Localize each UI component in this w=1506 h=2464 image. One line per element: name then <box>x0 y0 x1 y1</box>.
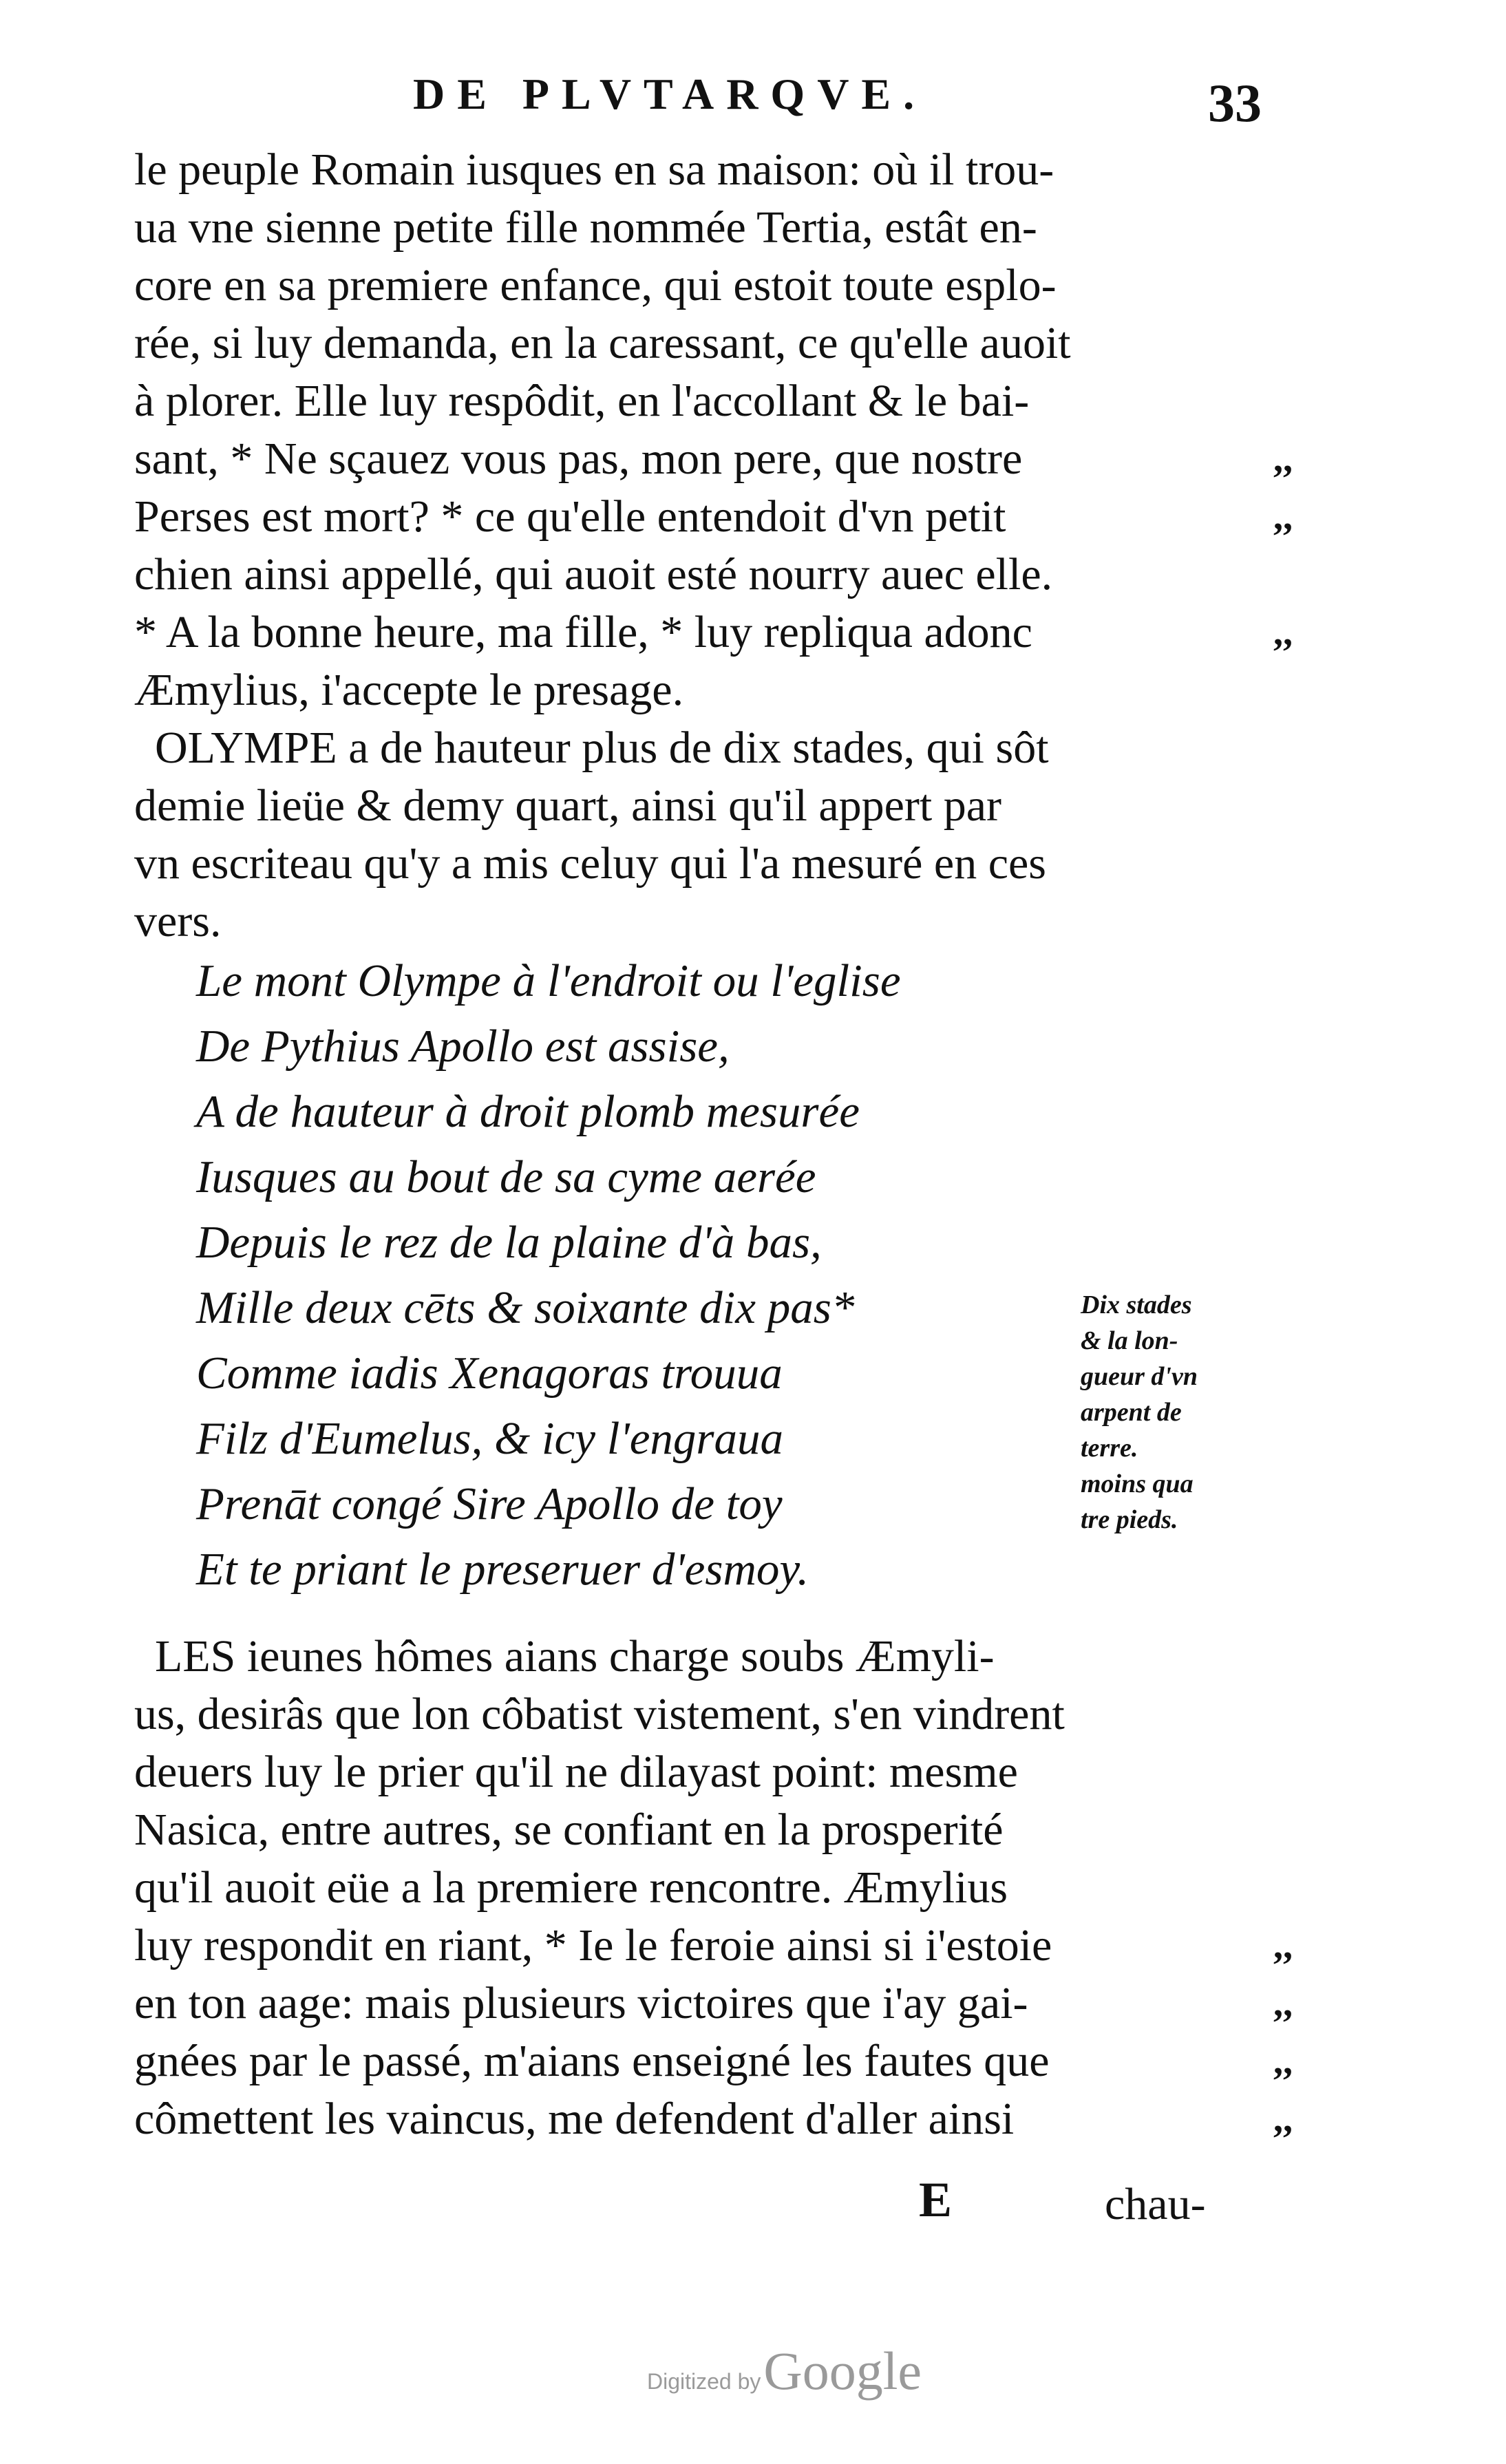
verse-line: Filz d'Eumelus, & icy l'engraua <box>196 1413 784 1464</box>
quote-mark: ,, <box>1273 611 1293 654</box>
verse-line: Depuis le rez de la plaine d'à bas, <box>196 1217 822 1268</box>
text-line: Æmylius, i'accepte le presage. <box>134 665 684 715</box>
quote-mark: ,, <box>1273 496 1293 538</box>
text-line: core en sa premiere enfance, qui estoit toute esplo- <box>134 260 1057 310</box>
catchword: chau- <box>1105 2179 1206 2229</box>
verse-line: De Pythius Apollo est assise, <box>196 1021 730 1072</box>
marginal-note-line: Dix stades <box>1081 1291 1192 1319</box>
text-line: luy respondit en riant, * Ie le feroie ainsi si i'estoie <box>134 1920 1052 1971</box>
text-line: LES ieunes hômes aians charge soubs Æmyli- <box>155 1631 995 1681</box>
text-line: rée, si luy demanda, en la caressant, ce qu'elle auoit <box>134 318 1071 368</box>
page-number: 33 <box>1208 73 1262 133</box>
marginal-note-line: terre. <box>1081 1434 1138 1463</box>
verse-line: Le mont Olympe à l'endroit ou l'eglise <box>196 955 901 1006</box>
watermark-brand: Google <box>763 2341 922 2401</box>
marginal-note-line: & la lon- <box>1081 1326 1178 1355</box>
verse-line: Et te priant le preseruer d'esmoy. <box>196 1544 809 1595</box>
text-line: chien ainsi appellé, qui auoit esté nourry auec elle. <box>134 549 1053 599</box>
marginal-note-line: gueur d'vn <box>1081 1362 1198 1391</box>
quote-mark: ,, <box>1273 2040 1293 2083</box>
digitized-watermark <box>647 2340 922 2402</box>
text-line: à plorer. Elle luy respôdit, en l'accollant & le bai- <box>134 376 1030 426</box>
marginal-note-line: arpent de <box>1081 1398 1182 1427</box>
text-line: en ton aage: mais plusieurs victoires que i'ay gai- <box>134 1978 1028 2028</box>
quote-mark: ,, <box>1273 2098 1293 2141</box>
text-line: Perses est mort? * ce qu'elle entendoit d'vn petit <box>134 491 1006 542</box>
text-line: qu'il auoit eüe a la premiere rencontre. Æmylius <box>134 1862 1008 1913</box>
verse-line: Comme iadis Xenagoras trouua <box>196 1348 783 1399</box>
text-line: demie lieüe & demy quart, ainsi qu'il appert par <box>134 780 1001 831</box>
quote-mark: ,, <box>1273 1982 1293 2025</box>
text-line: gnées par le passé, m'aians enseigné les fautes que <box>134 2036 1050 2086</box>
quote-mark: ,, <box>1273 438 1293 480</box>
verse-line: A de hauteur à droit plomb mesurée <box>196 1086 860 1137</box>
marginal-note-line: moins qua <box>1081 1469 1194 1498</box>
text-line: sant, * Ne sçauez vous pas, mon pere, que nostre <box>134 434 1023 484</box>
quote-mark: ,, <box>1273 1924 1293 1967</box>
text-line: le peuple Romain iusques en sa maison: où il trou- <box>134 145 1054 195</box>
watermark-prefix: Digitized by <box>647 2369 761 2394</box>
text-line: us, desirâs que lon côbatist vistement, s'en vindrent <box>134 1689 1065 1739</box>
text-line: cômettent les vaincus, me defendent d'aller ainsi <box>134 2094 1015 2144</box>
marginal-note <box>1081 1287 1315 1538</box>
marginal-note-line: tre pieds. <box>1081 1505 1178 1534</box>
text-line: Nasica, entre autres, se confiant en la prosperité <box>134 1805 1004 1855</box>
verse-line: Mille deux cēts & soixante dix pas* <box>196 1282 855 1333</box>
verse-line: Iusques au bout de sa cyme aerée <box>196 1151 816 1202</box>
text-line: OLYMPE a de hauteur plus de dix stades, qui sôt <box>155 723 1049 773</box>
text-line: vers. <box>134 896 222 946</box>
text-line: deuers luy le prier qu'il ne dilayast point: mesme <box>134 1747 1018 1797</box>
text-line: * A la bonne heure, ma fille, * luy repliqua adonc <box>134 607 1032 657</box>
text-line: vn escriteau qu'y a mis celuy qui l'a mesuré en ces <box>134 838 1046 889</box>
signature-mark: E <box>919 2172 953 2227</box>
text-line: ua vne sienne petite fille nommée Tertia, estât en- <box>134 202 1037 253</box>
running-head: DE PLVTARQVE. <box>413 70 927 118</box>
verse-line: Prenāt congé Sire Apollo de toy <box>196 1478 783 1529</box>
